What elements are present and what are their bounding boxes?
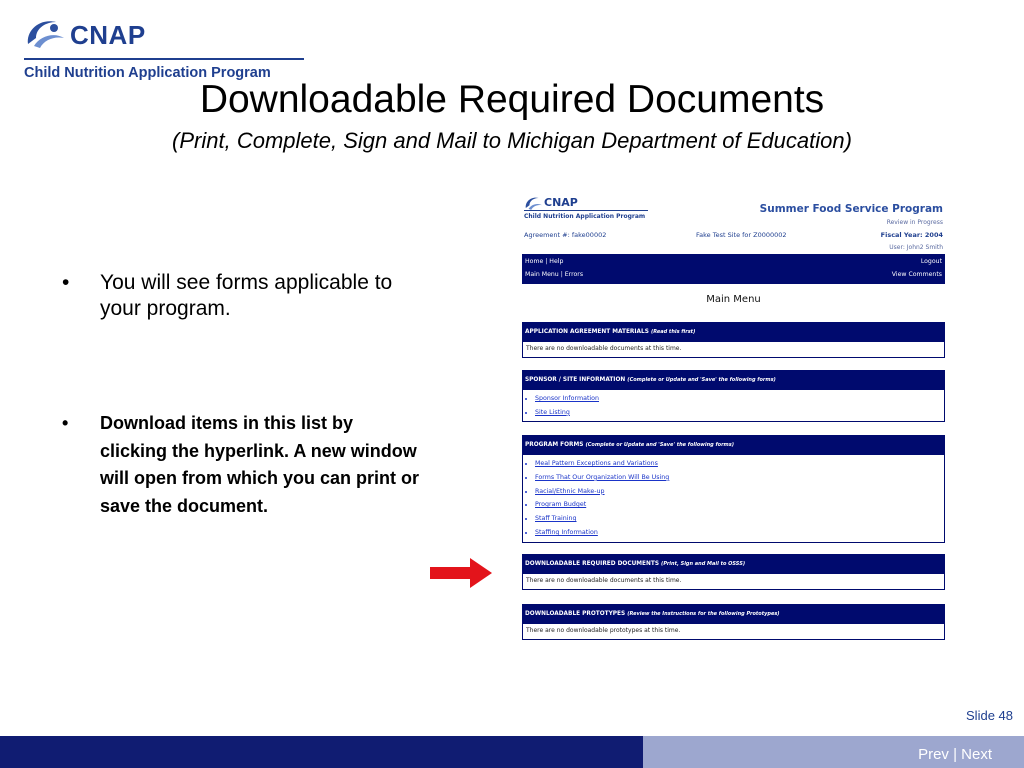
next-link[interactable]: Next: [961, 746, 992, 763]
section-required-documents: [522, 554, 945, 590]
slide-title: Downloadable Required Documents: [199, 78, 825, 121]
app-logo-rule: [524, 210, 648, 211]
cnap-swirl-icon: [24, 16, 68, 50]
app-screenshot: [522, 192, 945, 644]
pagination-separator: |: [953, 746, 957, 763]
link-program-budget[interactable]: • Program Budget: [535, 498, 944, 512]
app-user: User: John2 Smith: [889, 244, 943, 251]
logo-abbr: CNAP: [70, 20, 146, 50]
link-racial-ethnic[interactable]: • Racial/Ethnic Make-up: [535, 485, 944, 499]
app-main-menu-heading: Main Menu: [706, 294, 761, 305]
cnap-logo: [24, 16, 308, 81]
section-prototypes: [522, 604, 945, 640]
section-header: PROGRAM FORMS (Complete or Update and 'Save' the following forms): [523, 436, 944, 455]
app-fiscal-year: Fiscal Year: 2004: [880, 231, 943, 239]
logo-rule: [24, 58, 304, 60]
section-header: SPONSOR / SITE INFORMATION (Complete or Update and 'Save' the following forms): [523, 371, 944, 390]
app-site-name: Fake Test Site for Z0000002: [696, 231, 787, 239]
section-header: APPLICATION AGREEMENT MATERIALS (Read this first): [523, 323, 944, 342]
slide-subtitle: (Print, Complete, Sign and Mail to Michigan Department of Education): [172, 128, 852, 153]
logo-fullname: Child Nutrition Application Program: [24, 65, 271, 81]
link-site-listing[interactable]: • Site Listing: [535, 406, 944, 420]
nav-logout[interactable]: Logout: [920, 258, 942, 265]
app-status: Review in Progress: [886, 219, 943, 226]
cnap-swirl-icon: [524, 195, 544, 211]
section-header: DOWNLOADABLE PROTOTYPES (Review the Instructions for the following Prototypes): [523, 605, 944, 624]
section-program-forms: [522, 435, 945, 543]
nav-home-help[interactable]: Home | Help: [525, 258, 564, 265]
section-body: There are no downloadable documents at this time.: [526, 577, 682, 584]
bullet-marker: •: [62, 271, 70, 294]
app-agreement-number: Agreement #: fake00002: [524, 231, 607, 239]
app-program-title: Summer Food Service Program: [759, 203, 943, 215]
link-forms-organization[interactable]: • Forms That Our Organization Will Be Using: [535, 471, 944, 485]
red-arrow-icon: [430, 558, 492, 588]
link-staffing-information[interactable]: • Staffing Information: [535, 526, 944, 540]
nav-view-comments[interactable]: View Comments: [891, 271, 942, 278]
section-agreement-materials: [522, 322, 945, 358]
link-sponsor-information[interactable]: • Sponsor Information: [535, 392, 944, 406]
bullet-text: Download items in this list by clicking the hyperlink. A new window will open from which you can print or save the document.: [100, 413, 420, 516]
section-sponsor-site: [522, 370, 945, 422]
app-logo-fullname: Child Nutrition Application Program: [524, 213, 646, 220]
bullet-text: You will see forms applicable to your program.: [100, 271, 393, 320]
app-logo-abbr: CNAP: [544, 196, 578, 209]
app-navbar: [522, 254, 945, 284]
footer-bar-dark: [0, 736, 643, 768]
section-body: There are no downloadable prototypes at this time.: [526, 627, 681, 634]
link-staff-training[interactable]: • Staff Training: [535, 512, 944, 526]
link-meal-pattern[interactable]: • Meal Pattern Exceptions and Variations: [535, 457, 944, 471]
bullet-marker: •: [62, 413, 69, 433]
slide-pagination: [918, 746, 992, 763]
section-body: There are no downloadable documents at this time.: [526, 345, 682, 352]
nav-mainmenu-errors[interactable]: Main Menu | Errors: [525, 271, 584, 278]
section-header: DOWNLOADABLE REQUIRED DOCUMENTS (Print, Sign and Mail to OSSS): [523, 555, 944, 574]
slide-number: Slide 48: [966, 708, 1013, 723]
prev-link[interactable]: Prev: [918, 746, 949, 763]
